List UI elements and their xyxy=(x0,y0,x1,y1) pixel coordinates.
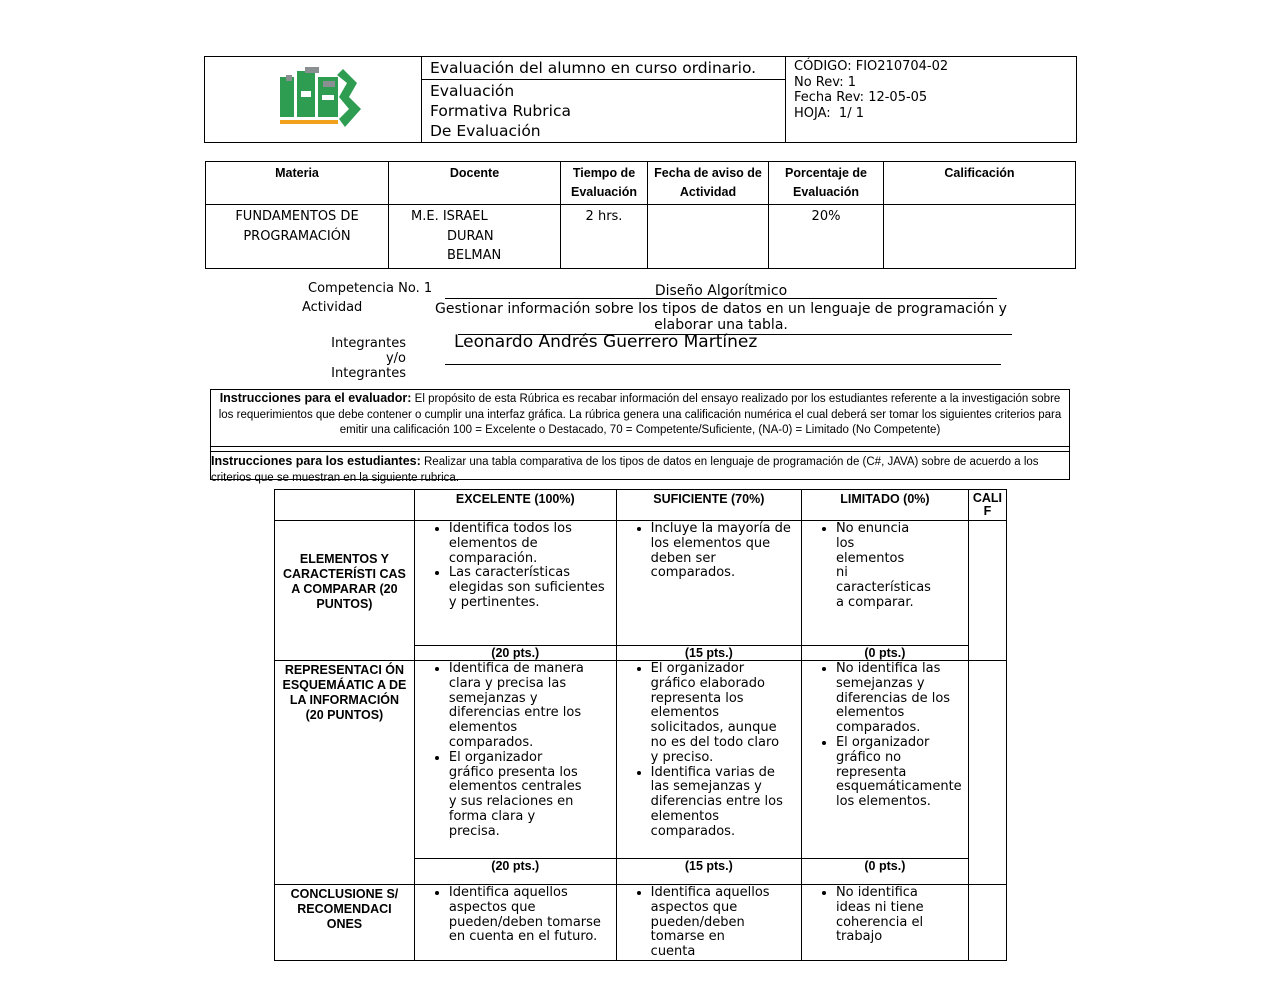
rubric-header-limitado: LIMITADO (0%) xyxy=(801,490,968,521)
info-materia-line2: PROGRAMACIÓN xyxy=(243,228,351,244)
rubric-r3-limitado xyxy=(801,885,968,961)
rubric-r2-limitado-list xyxy=(806,661,962,810)
evaluator-instructions-label: Instrucciones para el evaluador: xyxy=(219,391,412,405)
rubric-r1-suficiente-item1: • Incluye la mayoría de los elementos que deben ser comparados. xyxy=(651,522,797,581)
rubric-r2-suficiente xyxy=(616,661,801,859)
integrantes-label xyxy=(308,336,406,381)
rubric-r1-pts-suficiente: (15 pts.) xyxy=(616,646,801,661)
rubric-header-calif: CALI F xyxy=(968,490,1006,521)
rubric-r1-limitado-list xyxy=(806,521,931,611)
actividad-label: Actividad xyxy=(302,300,363,315)
info-docente xyxy=(389,205,561,269)
info-docente-line3: BELMAN xyxy=(447,248,502,263)
rubric-r2-excelente xyxy=(414,661,616,859)
rubric-r3-excelente xyxy=(414,885,616,961)
evaluator-instructions-text: El propósito de esta Rúbrica es recabar información del ensayo realizado por los estudiantes referente a la investigación sobre los requerimientos que debe contener o cumplir una interfaz gráfica. La rúbrica genera una calificación numérica el cual deberá ser tomar los siguientes criterios para emitir una calificación 100 = Excelente o Destacado, 70 = Competente/Suficiente, (NA-0) = Limitado (No Competente) xyxy=(218,393,1062,436)
rubric-r1-calif[interactable] xyxy=(968,521,1006,661)
rubric-r2-limitado-item2: • El organizador gráfico no representa esquemáticamente los elementos. xyxy=(836,736,956,810)
rubric-header-empty xyxy=(275,490,415,521)
info-header-fecha: Fecha de aviso de Actividad xyxy=(648,162,769,205)
rubric-r1-suficiente xyxy=(616,521,801,646)
rubric-r2-limitado xyxy=(801,661,968,859)
integrantes-value: Leonardo Andrés Guerrero Martínez xyxy=(454,332,758,352)
document-header xyxy=(204,56,1077,143)
header-code-block xyxy=(786,57,1077,143)
integrantes-label-line1: Integrantes y/o xyxy=(331,336,406,366)
rubric-r1-excelente-item2: • Las características elegidas son suficientes y pertinentes. xyxy=(449,566,612,610)
itsc-logo xyxy=(205,57,421,138)
rubric-r1-suficiente-list xyxy=(621,522,797,581)
rubric-r3-limitado-item1: • No identifica ideas ni tiene coherencia el trabajo xyxy=(836,886,946,945)
rubric-header-excelente: EXCELENTE (100%) xyxy=(414,490,616,521)
info-header-materia: Materia xyxy=(206,162,389,205)
rubric-r2-excelente-item2: • El organizador gráfico presenta los elementos centrales y sus relaciones en forma clara y precisa. xyxy=(449,751,589,840)
rubric-r2-suficiente-item2: • Identifica varias de las semejanzas y diferencias entre los elementos comparados. xyxy=(651,766,791,840)
rubric-r1-limitado-item1: • No enuncia los elementos ni características a comparar. xyxy=(836,522,916,611)
rubric-r3-suficiente-list xyxy=(621,886,771,960)
rubric-r3-suficiente xyxy=(616,885,801,961)
competencia-underline xyxy=(445,298,997,299)
rubric-r3-suficiente-item1: • Identifica aquellos aspectos que pueden/deben tomarse en cuenta xyxy=(651,886,771,960)
rubric-r2-limitado-item1: • No identifica las semejanzas y diferencias de los elementos comparados. xyxy=(836,662,956,736)
rubric-r1-pts-excelente: (20 pts.) xyxy=(414,646,616,661)
header-rev: No Rev: 1 xyxy=(794,74,857,90)
rubric-r1-excelente xyxy=(414,521,616,646)
info-header-tiempo: Tiempo de Evaluación xyxy=(561,162,648,205)
header-sheet: HOJA: 1/ 1 xyxy=(794,105,864,121)
evaluator-instructions xyxy=(211,390,1069,447)
rubric-r2-suficiente-item1: • El organizador gráfico elaborado representa los elementos solicitados, aunque no es del todo claro y preciso. xyxy=(651,662,791,766)
rubric-r3-excelente-item1: • Identifica aquellos aspectos que pueden/deben tomarse en cuenta en el futuro. xyxy=(449,886,612,945)
rubric-r3-excelente-list xyxy=(419,886,612,945)
rubric-r2-calif[interactable] xyxy=(968,661,1006,885)
info-header-docente: Docente xyxy=(389,162,561,205)
info-tiempo: 2 hrs. xyxy=(561,205,648,269)
student-instructions-text: Realizar una tabla comparativa de los tipos de datos en lenguaje de programación de (C#, JAVA) sobre de acuerdo a los criterios que se muestran en la siguiente rubrica. xyxy=(211,456,1039,484)
header-title-block xyxy=(422,80,786,143)
header-title-line2: Evaluación xyxy=(430,82,515,100)
rubric-r2-pts-suficiente: (15 pts.) xyxy=(616,859,801,885)
info-porcentaje: 20% xyxy=(769,205,884,269)
rubric-r2-excelente-list xyxy=(419,662,589,840)
rubric-r1-limitado xyxy=(801,521,968,646)
instructions-box xyxy=(210,389,1070,484)
header-title-line1: Evaluación del alumno en curso ordinario. xyxy=(422,57,786,80)
actividad-line1: Gestionar información sobre los tipos de datos en un lenguaje de programación y xyxy=(435,301,1007,317)
actividad-line2: elaborar una tabla. xyxy=(654,317,788,333)
rubric-r1-excelente-item1: • Identifica todos los elementos de comparación. xyxy=(449,522,612,566)
rubric-criterion-1: ELEMENTOS Y CARACTERÍSTI CAS A COMPARAR (20 PUNTOS) xyxy=(275,521,415,661)
rubric-r2-pts-excelente: (20 pts.) xyxy=(414,859,616,885)
rubric-r1-excelente-list xyxy=(419,522,612,611)
info-docente-line2: DURAN xyxy=(447,228,494,244)
info-materia xyxy=(206,205,389,269)
rubric-criterion-2: REPRESENTACI ÓN ESQUEMÁATIC A DE LA INFORMACIÓN (20 PUNTOS) xyxy=(275,661,415,885)
student-instructions-label: Instrucciones para los estudiantes: xyxy=(211,454,421,468)
rubric-r2-excelente-item1: • Identifica de manera clara y precisa las semejanzas y diferencias entre los elementos comparados. xyxy=(449,662,589,751)
rubric-table xyxy=(274,489,1007,961)
competencia-label: Competencia No. 1 xyxy=(308,281,433,296)
info-header-porcentaje: Porcentaje de Evaluación xyxy=(769,162,884,205)
info-header-calificacion: Calificación xyxy=(884,162,1076,205)
course-info-table xyxy=(205,161,1076,269)
integrantes-label-line2: Integrantes xyxy=(331,366,406,381)
header-title-line4: De Evaluación xyxy=(430,122,541,140)
header-title-line3: Formativa Rubrica xyxy=(430,102,571,120)
info-calificacion xyxy=(884,205,1076,269)
logo-cell xyxy=(205,57,422,143)
header-rev-date: Fecha Rev: 12-05-05 xyxy=(794,90,928,105)
info-docente-line1: M.E. ISRAEL xyxy=(411,209,488,224)
rubric-r3-calif[interactable] xyxy=(968,885,1006,961)
header-code: CÓDIGO: FIO210704-02 xyxy=(794,59,949,74)
info-materia-line1: FUNDAMENTOS DE xyxy=(235,209,359,224)
rubric-criterion-3: CONCLUSIONE S/ RECOMENDACI ONES xyxy=(275,885,415,961)
integrantes-underline xyxy=(445,364,1001,365)
student-instructions xyxy=(211,452,1069,486)
rubric-header-suficiente: SUFICIENTE (70%) xyxy=(616,490,801,521)
rubric-r2-pts-limitado: (0 pts.) xyxy=(801,859,968,885)
info-fecha xyxy=(648,205,769,269)
rubric-r1-pts-limitado: (0 pts.) xyxy=(801,646,968,661)
actividad-value xyxy=(418,301,1024,333)
rubric-r3-limitado-list xyxy=(806,886,946,945)
competencia-value: Diseño Algorítmico xyxy=(654,283,788,299)
rubric-r2-suficiente-list xyxy=(621,662,791,840)
